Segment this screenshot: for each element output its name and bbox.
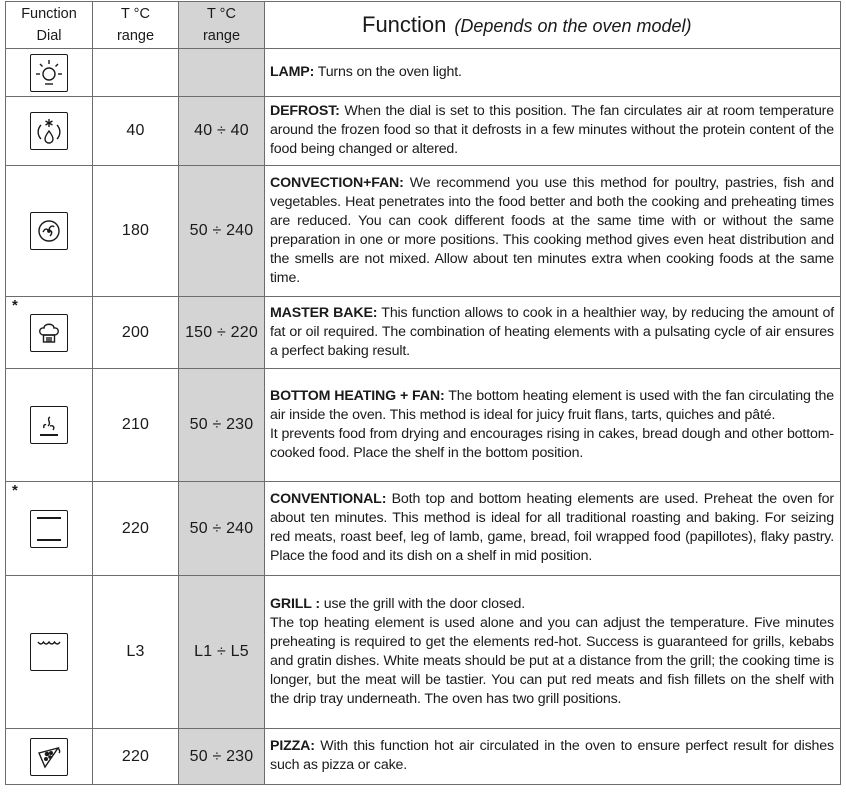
header-row [6,2,841,49]
range-cell: 150 ÷ 220 [179,297,265,369]
table-row [6,297,841,369]
model-dependent-marker: * [12,297,18,314]
master-bake-icon [30,314,68,352]
function-subtitle: (Depends on the oven model) [454,16,692,36]
function-dial-cell [6,369,93,482]
function-text: Turns on the oven light. [314,63,462,80]
function-name: PIZZA: [270,738,315,754]
function-dial-cell [6,482,93,576]
header-temp-range-line1: T °C [207,6,236,22]
function-text: It prevents food from drying and encourages rising in cakes, bread dough and other bottom-cooked food. Place the shelf in the bottom position. [270,425,834,461]
function-name: CONVENTIONAL: [270,491,387,507]
conventional-icon [30,510,68,548]
temp-cell: 220 [93,482,179,576]
defrost-icon [30,112,68,150]
function-text: With this function hot air circulated in the oven to ensure perfect result for dishes such as pizza or cake. [270,738,834,773]
temp-cell: 220 [93,729,179,785]
bottom-heating-fan-icon [30,406,68,444]
function-title: Function [362,12,447,37]
function-text: Both top and bottom heating elements are used. Preheat the oven for about ten minutes. This method is ideal for all traditional roasting and baking. For seizing red meats, roast beef, leg of lamb, game, bread, foil wrapped food (papillotes), flaky pastry. Place the food and its dish on a shelf in mid position. [270,491,834,564]
range-cell: 50 ÷ 240 [179,482,265,576]
header-function-dial [6,2,93,49]
lamp-icon [30,54,68,92]
table-row [6,166,841,297]
range-cell [179,49,265,97]
function-dial-cell [6,49,93,97]
function-dial-cell [6,166,93,297]
range-cell: 50 ÷ 240 [179,166,265,297]
range-cell: 50 ÷ 230 [179,729,265,785]
table-row [6,576,841,729]
range-cell: L1 ÷ L5 [179,576,265,729]
description-cell [265,482,841,576]
header-dial-line1: Function [21,6,77,22]
function-name: DEFROST: [270,103,340,119]
model-dependent-marker: * [12,482,18,499]
header-function [265,2,841,49]
function-text: When the dial is set to this position. The fan circulates air at room temperature around the frozen food so that it defrosts in a few minutes without the protein content of the food being changed or altered. [270,103,834,157]
function-dial-cell [6,729,93,785]
function-name: MASTER BAKE: [270,304,378,321]
header-temp [93,2,179,49]
table-row [6,49,841,97]
range-cell: 50 ÷ 230 [179,369,265,482]
function-text: The top heating element is used alone and you can adjust the temperature. Five minutes preheating is required to get the elements red-hot. Success is guaranteed for grills, kebabs and gratin dishes. White meats should be put at a distance from the grill; the cooking time is longer, but the meat will be tastier. You can put red meats and fish fillets on the shelf with the drip tray underneath. The oven has two grill positions. [270,614,834,707]
table-row [6,729,841,785]
function-text: use the grill with the door closed. [319,595,526,612]
function-text: The bottom heating element is used with the fan circulating the air inside the oven. This method is ideal for juicy fruit flans, tarts, quiches and pâté. [270,387,835,423]
temp-cell: 200 [93,297,179,369]
convection-fan-icon [30,212,68,250]
temp-cell: 40 [93,97,179,166]
function-name: BOTTOM HEATING + FAN: [270,387,445,404]
function-dial-cell [6,297,93,369]
function-dial-cell [6,97,93,166]
function-text: This function allows to cook in a healthier way, by reducing the amount of fat or oil required. The combination of heating elements with a pulsating cycle of air ensures a perfect baking result. [270,304,835,359]
range-cell: 40 ÷ 40 [179,97,265,166]
table-row [6,482,841,576]
function-dial-cell [6,576,93,729]
description-cell [265,369,841,482]
table-row [6,369,841,482]
description-cell [265,729,841,785]
oven-functions-table [5,1,841,785]
header-temp-range-line2: range [202,28,241,44]
temp-cell [93,49,179,97]
pizza-icon [30,738,68,776]
function-text: We recommend you use this method for poultry, pastries, fish and vegetables. Heat penetrates into the food better and both the cooking and preheating times are reduced. You can cook different foods at the same time with or without the same preparation in one or more positions. This cooking method gives even heat distribution and the smells are not mixed. Allow about ten minutes extra when cooking foods at the same time. [270,174,834,286]
temp-cell: 210 [93,369,179,482]
function-name: LAMP: [270,63,315,80]
description-cell [265,576,841,729]
description-cell [265,97,841,166]
header-temp-line1: T °C [121,6,150,22]
function-name: CONVECTION+FAN: [270,174,404,191]
header-dial-line2: Dial [36,28,62,44]
description-cell [265,166,841,297]
header-temp-range [179,2,265,49]
grill-icon [30,633,68,671]
function-name: GRILL : [270,595,320,612]
header-temp-line2: range [116,28,155,44]
description-cell [265,297,841,369]
table-row [6,97,841,166]
description-cell [265,49,841,97]
temp-cell: L3 [93,576,179,729]
temp-cell: 180 [93,166,179,297]
